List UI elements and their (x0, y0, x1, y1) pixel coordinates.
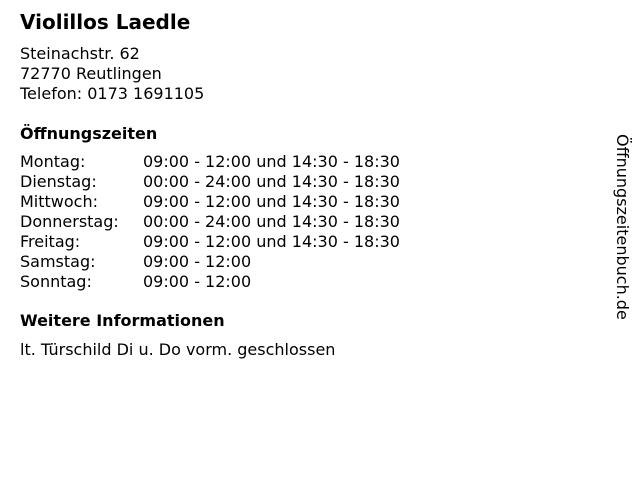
time-range: 09:00 - 12:00 (143, 272, 252, 291)
opening-hours-table (20, 152, 590, 292)
hours-row-sunday (20, 272, 590, 292)
hours-row-friday (20, 232, 590, 252)
time-range: 00:00 - 24:00 und 14:30 - 18:30 (143, 212, 400, 231)
time-range: 00:00 - 24:00 und 14:30 - 18:30 (143, 172, 400, 191)
day-label: Sonntag: (20, 272, 92, 291)
day-label: Freitag: (20, 232, 81, 251)
business-card (20, 8, 590, 360)
hours-row-tuesday (20, 172, 590, 192)
day-label: Mittwoch: (20, 192, 98, 211)
hours-row-thursday (20, 212, 590, 232)
time-range: 09:00 - 12:00 und 14:30 - 18:30 (143, 192, 400, 211)
day-label: Donnerstag: (20, 212, 119, 231)
time-range: 09:00 - 12:00 und 14:30 - 18:30 (143, 232, 400, 251)
hours-row-monday (20, 152, 590, 172)
more-info-text: lt. Türschild Di u. Do vorm. geschlossen (20, 340, 336, 359)
city-address: 72770 Reutlingen (20, 64, 162, 83)
address-block (20, 44, 590, 104)
day-label: Samstag: (20, 252, 96, 271)
business-name: Violillos Laedle (20, 10, 191, 34)
hours-row-wednesday (20, 192, 590, 212)
day-label: Montag: (20, 152, 86, 171)
more-info-heading: Weitere Informationen (20, 311, 225, 330)
street-address: Steinachstr. 62 (20, 44, 140, 63)
opening-hours-heading: Öffnungszeiten (20, 124, 158, 143)
hours-row-saturday (20, 252, 590, 272)
time-range: 09:00 - 12:00 (143, 252, 252, 271)
day-label: Dienstag: (20, 172, 97, 191)
phone-number: Telefon: 0173 1691105 (20, 84, 205, 103)
site-watermark: Öffnungszeitenbuch.de (613, 134, 632, 320)
time-range: 09:00 - 12:00 und 14:30 - 18:30 (143, 152, 400, 171)
